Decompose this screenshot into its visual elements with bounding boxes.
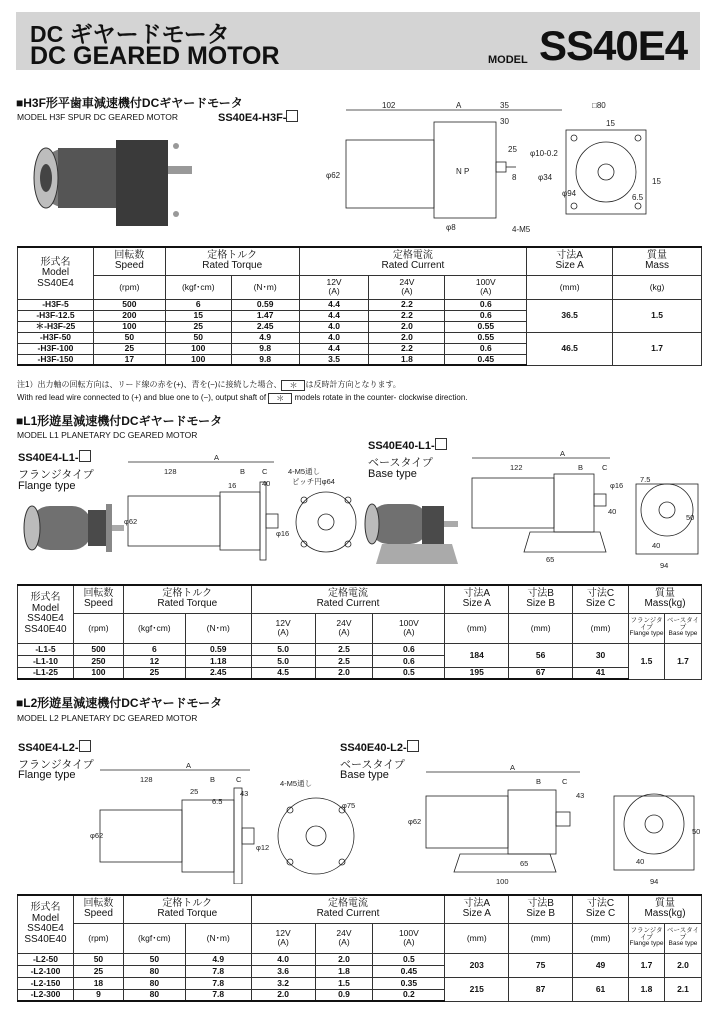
svg-text:40: 40 bbox=[652, 541, 661, 550]
dim-4m5: 4-M5 bbox=[512, 225, 531, 234]
svg-text:4-M5通し: 4-M5通し bbox=[280, 779, 313, 788]
svg-text:ピッチ円φ64: ピッチ円φ64 bbox=[292, 477, 335, 486]
title-en: DC GEARED MOTOR bbox=[30, 42, 280, 70]
svg-text:B: B bbox=[578, 463, 584, 472]
svg-text:A: A bbox=[186, 761, 192, 770]
dim-15a: 15 bbox=[606, 119, 615, 128]
svg-text:φ62: φ62 bbox=[408, 817, 422, 826]
dim-phi34: φ34 bbox=[538, 173, 553, 182]
table-row: -H3F-50 50 50 4.9 4.0 2.0 0.55 46.5 1.7 bbox=[18, 332, 702, 343]
l1-base-photo bbox=[362, 494, 462, 574]
title-jp: DC ギヤードモータ bbox=[30, 21, 230, 47]
svg-text:128: 128 bbox=[164, 467, 177, 476]
dim-102: 102 bbox=[382, 101, 396, 110]
dim-15b: 15 bbox=[652, 177, 661, 186]
table-row: -L2-50 50 50 4.9 4.0 2.0 0.5 203 75 49 1.7 2.0 bbox=[18, 953, 702, 965]
table-row: -H3F-100 25 100 9.8 4.4 2.2 0.6 bbox=[18, 343, 702, 354]
sec2-subheading: MODEL L1 PLANETARY DC GEARED MOTOR bbox=[17, 430, 198, 440]
svg-text:A: A bbox=[560, 449, 566, 458]
svg-text:φ16: φ16 bbox=[610, 481, 624, 490]
svg-text:43: 43 bbox=[576, 791, 585, 800]
svg-text:50: 50 bbox=[686, 513, 695, 522]
l1-base-jp: ベースタイプ bbox=[368, 457, 433, 469]
dim-a: A bbox=[456, 101, 462, 110]
dim-phi62: φ62 bbox=[326, 171, 341, 180]
l1-spec-table: 形式名 Model SS40E4 SS40E40 回転数 Speed 定格トルク Rated Torque 定格電流 Rated Current 寸法A Size A 寸法B Size B 寸法C Size C 質量 Mass(kg) (rpm) (kgf･cm) (N･m) 12V (A) 24V (A) 100V (A) (mm) (mm) (mm) フランジタイプ Flange type ベースタイプ Base type -L1-5 500 6 0.59 5.0 2.5 0.6 184 56 30 1.5 1.7 -L1-10 250 12 1.18 5.0 2.5 0.6 -L1-25 100 25 2.45 4.5 2.0 0.5 195 67 41 bbox=[17, 584, 702, 680]
dim-8: 8 bbox=[512, 173, 517, 182]
table-row: ＊-H3F-25 100 25 2.45 4.0 2.0 0.55 bbox=[18, 321, 702, 332]
model-name: SS40E4 bbox=[539, 22, 688, 69]
l1-flange-model: SS40E4-L1- bbox=[18, 450, 91, 464]
svg-text:7.5: 7.5 bbox=[640, 475, 651, 484]
svg-text:94: 94 bbox=[650, 877, 659, 886]
svg-text:φ16: φ16 bbox=[276, 529, 290, 538]
dim-phi8: φ8 bbox=[446, 223, 456, 232]
sec2-heading: ■L1形遊星減速機付DCギヤードモータ bbox=[16, 414, 223, 428]
svg-text:C: C bbox=[262, 467, 268, 476]
svg-text:B: B bbox=[536, 777, 542, 786]
svg-text:φ62: φ62 bbox=[90, 831, 104, 840]
svg-text:C: C bbox=[562, 777, 568, 786]
dim-phi94: φ94 bbox=[562, 189, 577, 198]
l2-base-drawing bbox=[400, 762, 704, 888]
table-row: -H3F-5 500 6 0.59 4.4 2.2 0.6 36.5 1.5 bbox=[18, 299, 702, 310]
l2-flange-jp: フランジタイプ bbox=[18, 759, 94, 771]
table-row: -L1-25 100 25 2.45 4.5 2.0 0.5 195 67 41 bbox=[18, 667, 702, 679]
h3f-drawing bbox=[316, 100, 704, 240]
table-row: -L2-100 25 80 7.8 3.6 1.8 0.45 bbox=[18, 965, 702, 977]
l2-spec-table: 形式名 Model SS40E4 SS40E40 回転数 Speed 定格トルク Rated Torque 定格電流 Rated Current 寸法A Size A 寸法B Size B 寸法C Size C 質量 Mass(kg) (rpm) (kgf･cm) (N･m) 12V (A) 24V (A) 100V (A) (mm) (mm) (mm) フランジタイプ Flange type ベースタイプ Base type -L2-50 50 50 4.9 4.0 2.0 0.5 203 75 49 1.7 2.0 -L2-100 25 80 7.8 3.6 1.8 0.45 -L2-150 18 80 7.8 3.2 1.5 0.35 215 87 61 1.8 2.1 -L2-300 9 80 7.8 2.0 0.9 0.2 bbox=[17, 894, 702, 1002]
svg-text:φ12: φ12 bbox=[256, 843, 270, 852]
model-label: MODEL bbox=[488, 54, 528, 66]
svg-text:122: 122 bbox=[510, 463, 523, 472]
l1-base-model: SS40E40-L1- bbox=[368, 438, 447, 452]
l1-flange-drawing bbox=[124, 452, 360, 564]
svg-text:φ75: φ75 bbox=[342, 801, 356, 810]
dim-6-5: 6.5 bbox=[632, 193, 644, 202]
table-row: -L1-10 250 12 1.18 5.0 2.5 0.6 bbox=[18, 655, 702, 667]
table-row: -H3F-12.5 200 15 1.47 4.4 2.2 0.6 bbox=[18, 310, 702, 321]
svg-text:94: 94 bbox=[660, 561, 669, 570]
svg-text:6.5: 6.5 bbox=[212, 797, 223, 806]
sec3-heading: ■L2形遊星減速機付DCギヤードモータ bbox=[16, 696, 223, 710]
l1-flange-en: Flange type bbox=[18, 480, 76, 492]
sec1-heading: ■H3F形平歯車減速機付DCギヤードモータ bbox=[16, 96, 243, 110]
svg-text:65: 65 bbox=[546, 555, 555, 564]
rotation-note: 注1）出力軸の回転方向は、リード線の赤を(+)、青を(−)に接続した場合、 ＊ は反時計方向となります。 With red lead wire connected to (+) and blue one to (−), output shaft of ＊ models rotate in the counter- clockwise direction. bbox=[17, 380, 468, 403]
table-row: -L2-300 9 80 7.8 2.0 0.9 0.2 bbox=[18, 989, 702, 1001]
h3f-photo bbox=[28, 126, 198, 238]
svg-text:A: A bbox=[214, 453, 220, 462]
l2-flange-drawing bbox=[90, 760, 370, 884]
header-banner bbox=[16, 12, 700, 70]
table-row: -L2-150 18 80 7.8 3.2 1.5 0.35 215 87 61 1.8 2.1 bbox=[18, 977, 702, 989]
l2-flange-en: Flange type bbox=[18, 769, 76, 781]
l2-flange-model: SS40E4-L2- bbox=[18, 740, 91, 754]
svg-text:43: 43 bbox=[240, 789, 249, 798]
table-row: -H3F-150 17 100 9.8 3.5 1.8 0.45 bbox=[18, 354, 702, 365]
sec1-model: SS40E4-H3F- bbox=[218, 110, 298, 124]
l2-base-model: SS40E40-L2- bbox=[340, 740, 419, 754]
l1-base-en: Base type bbox=[368, 468, 417, 480]
svg-text:40: 40 bbox=[636, 857, 645, 866]
dim-np: N P bbox=[456, 167, 470, 176]
h3f-spec-table: 形式名 Model SS40E4 回転数 Speed 定格トルク Rated Torque 定格電流 Rated Current 寸法A Size A 質量 Mass (rpm) (kgf･cm) (N･m) 12V (A) 24V (A) 100V (A) (mm) (kg) -H3F-5 500 6 0.59 4.4 2.2 0.6 36.5 1.5 -H3F-12.5 200 15 1.47 4.4 2.2 0.6 ＊-H3F-25 100 25 2.45 4.0 2.0 0.55 -H3F-50 50 50 4.9 4.0 2.0 0.55 46.5 1.7 -H3F-100 25 100 9.8 4.4 2.2 0.6 -H3F-150 17 100 9.8 3.5 1.8 0.45 bbox=[17, 246, 702, 366]
l2-base-en: Base type bbox=[340, 769, 389, 781]
svg-text:A: A bbox=[510, 763, 516, 772]
svg-text:4-M5通し: 4-M5通し bbox=[288, 467, 321, 476]
svg-text:100: 100 bbox=[496, 877, 509, 886]
svg-text:16: 16 bbox=[228, 481, 237, 490]
table-row: -L1-5 500 6 0.59 5.0 2.5 0.6 184 56 30 1.5 1.7 bbox=[18, 643, 702, 655]
svg-text:25: 25 bbox=[190, 787, 199, 796]
l1-flange-jp: フランジタイプ bbox=[18, 469, 94, 481]
l1-base-drawing bbox=[460, 448, 704, 572]
svg-text:φ62: φ62 bbox=[124, 517, 138, 526]
svg-text:C: C bbox=[602, 463, 608, 472]
dim-30: 30 bbox=[500, 117, 509, 126]
svg-text:40: 40 bbox=[262, 479, 271, 488]
dim-80: □80 bbox=[592, 101, 606, 110]
l1-flange-photo bbox=[16, 496, 126, 562]
svg-text:65: 65 bbox=[520, 859, 529, 868]
svg-text:B: B bbox=[210, 775, 216, 784]
dim-35: 35 bbox=[500, 101, 509, 110]
svg-text:40: 40 bbox=[608, 507, 617, 516]
svg-text:B: B bbox=[240, 467, 246, 476]
svg-text:50: 50 bbox=[692, 827, 701, 836]
dim-phi10: φ10-0.2 bbox=[530, 149, 558, 158]
sec1-subheading: MODEL H3F SPUR DC GEARED MOTOR bbox=[17, 112, 179, 122]
sec3-subheading: MODEL L2 PLANETARY DC GEARED MOTOR bbox=[17, 713, 198, 723]
svg-text:128: 128 bbox=[140, 775, 153, 784]
dim-25: 25 bbox=[508, 145, 517, 154]
svg-text:C: C bbox=[236, 775, 242, 784]
l2-base-jp: ベースタイプ bbox=[340, 759, 405, 771]
